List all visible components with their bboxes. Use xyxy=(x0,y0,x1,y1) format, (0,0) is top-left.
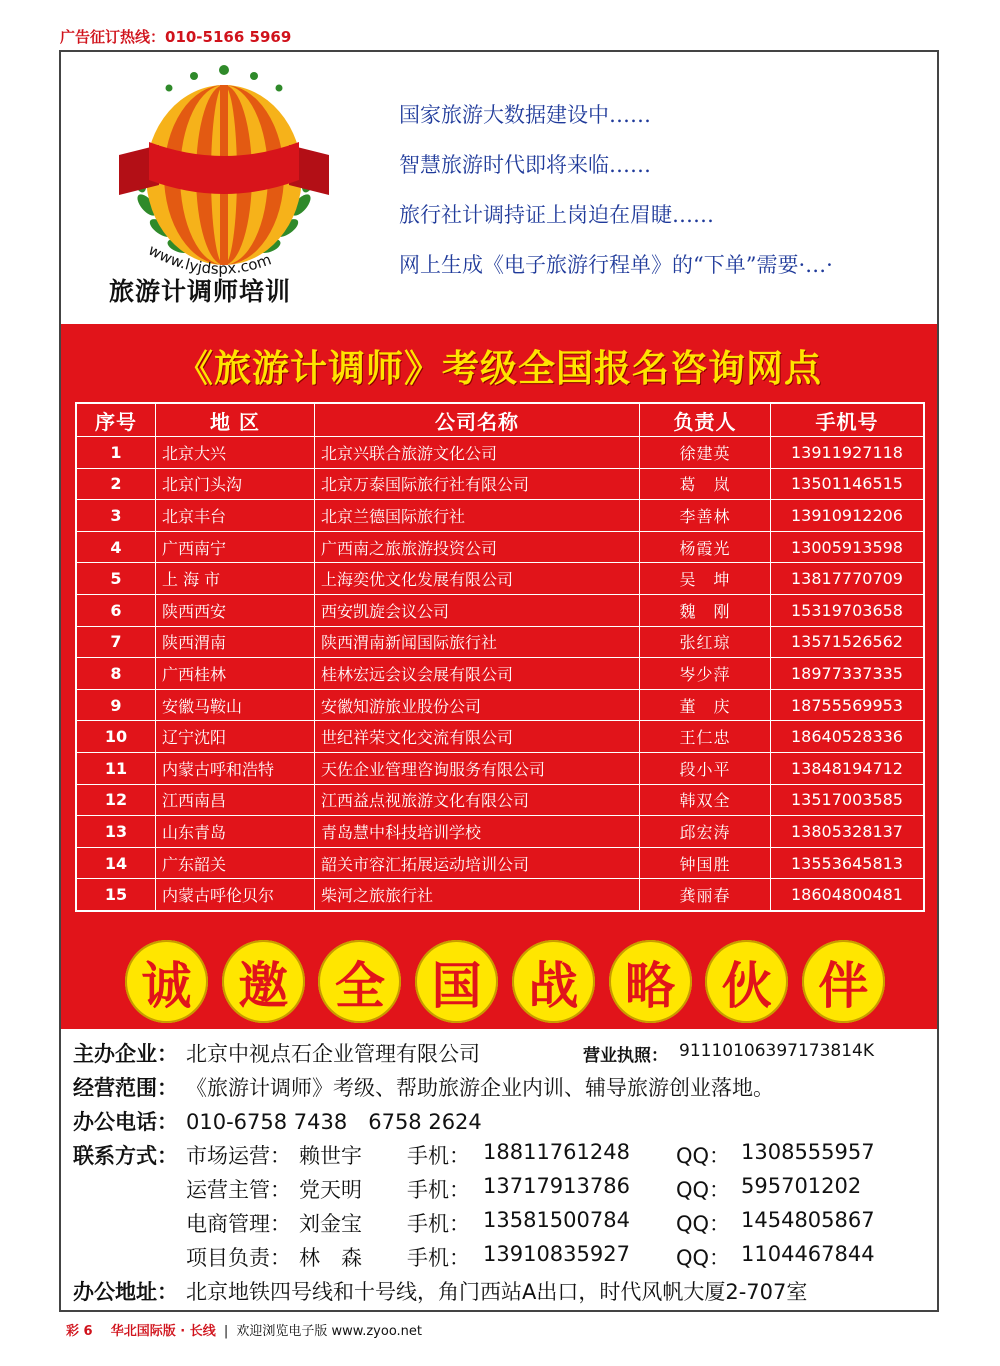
invite-character: 战 xyxy=(512,940,595,1023)
cell-company: 世纪祥荣文化交流有限公司 xyxy=(315,721,640,753)
cell-no: 15 xyxy=(76,879,156,911)
host-row xyxy=(73,1038,933,1072)
cell-phone: 18977337335 xyxy=(771,658,925,690)
cell-person: 徐建英 xyxy=(640,437,771,469)
cell-person: 段小平 xyxy=(640,752,771,784)
phone-row xyxy=(73,1106,933,1140)
table-row xyxy=(76,816,924,848)
cell-no: 10 xyxy=(76,721,156,753)
footer-separator: | xyxy=(223,1324,229,1339)
host-value: 北京中视点石企业管理有限公司 xyxy=(186,1042,480,1066)
cell-no: 14 xyxy=(76,847,156,879)
cell-phone: 13553645813 xyxy=(771,847,925,879)
cell-no: 3 xyxy=(76,500,156,532)
table-row xyxy=(76,752,924,784)
cell-no: 4 xyxy=(76,531,156,563)
header-region: 地 区 xyxy=(156,403,315,437)
table-row xyxy=(76,437,924,469)
qq-label: QQ： xyxy=(676,1178,731,1202)
contact-list xyxy=(73,1140,933,1276)
cell-phone: 13911927118 xyxy=(771,437,925,469)
table-row xyxy=(76,721,924,753)
slogan-line: 智慧旅游时代即将来临…… xyxy=(399,153,651,177)
cell-region: 上 海 市 xyxy=(156,563,315,595)
address-value: 北京地铁四号线和十号线，角门西站A出口，时代风帆大厦2-707室 xyxy=(186,1280,808,1304)
cell-region: 安徽马鞍山 xyxy=(156,689,315,721)
cell-person: 岑少萍 xyxy=(640,658,771,690)
header-company: 公司名称 xyxy=(315,403,640,437)
contact-name: 党天明 xyxy=(299,1178,362,1202)
mobile-label: 手机： xyxy=(407,1246,470,1270)
contact-row xyxy=(73,1140,933,1174)
cell-company: 北京兰德国际旅行社 xyxy=(315,500,640,532)
footer-note: 欢迎浏览电子版 www.zyoo.net xyxy=(236,1324,423,1339)
address-label: 办公地址： xyxy=(73,1280,178,1304)
cell-company: 青岛慧中科技培训学校 xyxy=(315,816,640,848)
mobile-number: 13910835927 xyxy=(483,1242,630,1266)
cell-company: 柴河之旅旅行社 xyxy=(315,879,640,911)
contact-role: 市场运营： xyxy=(186,1144,291,1168)
cell-person: 钟国胜 xyxy=(640,847,771,879)
cell-company: 广西南之旅旅游投资公司 xyxy=(315,531,640,563)
cell-region: 山东青岛 xyxy=(156,816,315,848)
contact-row xyxy=(73,1174,933,1208)
table-row xyxy=(76,879,924,911)
cell-region: 内蒙古呼伦贝尔 xyxy=(156,879,315,911)
cell-company: 韶关市容汇拓展运动培训公司 xyxy=(315,847,640,879)
cell-person: 韩双全 xyxy=(640,784,771,816)
cell-phone: 13571526562 xyxy=(771,626,925,658)
qq-number: 1454805867 xyxy=(741,1208,875,1232)
contact-name: 刘金宝 xyxy=(299,1212,362,1236)
cell-company: 桂林宏远会议会展有限公司 xyxy=(315,658,640,690)
cell-person: 邱宏涛 xyxy=(640,816,771,848)
phone-value: 010-6758 7438 6758 2624 xyxy=(186,1110,482,1134)
cell-region: 广东韶关 xyxy=(156,847,315,879)
contact-name: 赖世宇 xyxy=(299,1144,362,1168)
cell-phone: 18640528336 xyxy=(771,721,925,753)
table-row xyxy=(76,594,924,626)
cell-no: 6 xyxy=(76,594,156,626)
cell-phone: 13501146515 xyxy=(771,468,925,500)
invite-character: 略 xyxy=(609,940,692,1023)
contact-role: 电商管理： xyxy=(186,1212,291,1236)
cell-no: 9 xyxy=(76,689,156,721)
cell-no: 12 xyxy=(76,784,156,816)
cell-region: 北京门头沟 xyxy=(156,468,315,500)
ad-hotline: 广告征订热线：010-5166 5969 xyxy=(60,28,292,46)
contact-name: 林 森 xyxy=(299,1246,362,1270)
cell-phone: 13517003585 xyxy=(771,784,925,816)
cell-person: 龚丽春 xyxy=(640,879,771,911)
invite-character: 伙 xyxy=(705,940,788,1023)
cell-person: 张红琼 xyxy=(640,626,771,658)
cell-region: 北京丰台 xyxy=(156,500,315,532)
cell-region: 广西桂林 xyxy=(156,658,315,690)
cell-company: 陕西渭南新闻国际旅行社 xyxy=(315,626,640,658)
slogan-line: 旅行社计调持证上岗迫在眉睫…… xyxy=(399,203,714,227)
contact-role: 运营主管： xyxy=(186,1178,291,1202)
cell-person: 吴 坤 xyxy=(640,563,771,595)
table-row xyxy=(76,784,924,816)
cell-phone: 18755569953 xyxy=(771,689,925,721)
header xyxy=(61,52,937,324)
cell-company: 北京万泰国际旅行社有限公司 xyxy=(315,468,640,500)
cell-person: 葛 岚 xyxy=(640,468,771,500)
cell-no: 11 xyxy=(76,752,156,784)
cell-company: 北京兴联合旅游文化公司 xyxy=(315,437,640,469)
cell-no: 7 xyxy=(76,626,156,658)
invite-banner xyxy=(125,940,885,1023)
cell-company: 西安凯旋会议公司 xyxy=(315,594,640,626)
table-row xyxy=(76,658,924,690)
registration-section xyxy=(61,324,937,1029)
qq-label: QQ： xyxy=(676,1246,731,1270)
cell-person: 董 庆 xyxy=(640,689,771,721)
mobile-label: 手机： xyxy=(407,1178,470,1202)
company-info xyxy=(73,1038,933,1310)
qq-label: QQ： xyxy=(676,1212,731,1236)
cell-no: 2 xyxy=(76,468,156,500)
address-row xyxy=(73,1276,933,1310)
edition-name: 华北国际版 · 长线 xyxy=(110,1324,216,1339)
cell-no: 13 xyxy=(76,816,156,848)
advert-frame xyxy=(59,50,939,1312)
logo-url-text: www.lyjdspx.com xyxy=(145,240,274,278)
cell-region: 北京大兴 xyxy=(156,437,315,469)
cell-phone: 13910912206 xyxy=(771,500,925,532)
cell-no: 8 xyxy=(76,658,156,690)
mobile-number: 18811761248 xyxy=(483,1140,630,1164)
contact-label: 联系方式： xyxy=(73,1144,178,1168)
cell-region: 广西南宁 xyxy=(156,531,315,563)
table-header-row xyxy=(76,403,924,437)
qq-number: 1104467844 xyxy=(741,1242,875,1266)
table-row xyxy=(76,531,924,563)
cell-person: 魏 刚 xyxy=(640,594,771,626)
cell-region: 陕西西安 xyxy=(156,594,315,626)
mobile-label: 手机： xyxy=(407,1144,470,1168)
cell-phone: 18604800481 xyxy=(771,879,925,911)
license-value: 91110106397173814K xyxy=(679,1041,875,1061)
table-row xyxy=(76,689,924,721)
mobile-number: 13581500784 xyxy=(483,1208,630,1232)
cell-phone: 13848194712 xyxy=(771,752,925,784)
page-footer xyxy=(66,1320,422,1339)
invite-character: 伴 xyxy=(802,940,885,1023)
invite-character: 全 xyxy=(318,940,401,1023)
slogan-line: 网上生成《电子旅游行程单》的“下单”需要·…· xyxy=(399,253,833,277)
cell-phone: 15319703658 xyxy=(771,594,925,626)
logo-name: 旅游计调师培训 xyxy=(109,277,292,306)
slogan-list xyxy=(399,90,833,290)
license-label: 营业执照： xyxy=(583,1046,668,1066)
cell-company: 江西益点视旅游文化有限公司 xyxy=(315,784,640,816)
phone-label: 办公电话： xyxy=(73,1110,178,1134)
scope-label: 经营范围： xyxy=(73,1076,178,1100)
table-row xyxy=(76,626,924,658)
scope-row xyxy=(73,1072,933,1106)
cell-person: 李善林 xyxy=(640,500,771,532)
cell-region: 陕西渭南 xyxy=(156,626,315,658)
registration-table xyxy=(75,402,925,912)
cell-person: 王仁忠 xyxy=(640,721,771,753)
table-title: 《旅游计调师》考级全国报名咨询网点 xyxy=(176,347,822,390)
cell-company: 天佐企业管理咨询服务有限公司 xyxy=(315,752,640,784)
cell-region: 江西南昌 xyxy=(156,784,315,816)
cell-phone: 13817770709 xyxy=(771,563,925,595)
cell-region: 内蒙古呼和浩特 xyxy=(156,752,315,784)
table-row xyxy=(76,847,924,879)
cell-region: 辽宁沈阳 xyxy=(156,721,315,753)
table-body xyxy=(76,437,924,911)
qq-number: 595701202 xyxy=(741,1174,862,1198)
contact-row xyxy=(73,1208,933,1242)
contact-role: 项目负责： xyxy=(186,1246,291,1270)
invite-character: 国 xyxy=(415,940,498,1023)
table-row xyxy=(76,563,924,595)
contact-row xyxy=(73,1242,933,1276)
page-number: 彩 6 xyxy=(66,1324,93,1339)
qq-label: QQ： xyxy=(676,1144,731,1168)
cell-company: 安徽知游旅业股份公司 xyxy=(315,689,640,721)
cell-no: 1 xyxy=(76,437,156,469)
invite-character: 邀 xyxy=(222,940,305,1023)
header-no: 序号 xyxy=(76,403,156,437)
host-label: 主办企业： xyxy=(73,1042,178,1066)
cell-person: 杨霞光 xyxy=(640,531,771,563)
table-row xyxy=(76,500,924,532)
header-person: 负责人 xyxy=(640,403,771,437)
cell-company: 上海奕优文化发展有限公司 xyxy=(315,563,640,595)
cell-phone: 13805328137 xyxy=(771,816,925,848)
header-phone: 手机号 xyxy=(771,403,925,437)
slogan-line: 国家旅游大数据建设中…… xyxy=(399,103,651,127)
table-row xyxy=(76,468,924,500)
scope-value: 《旅游计调师》考级、帮助旅游企业内训、辅导旅游创业落地。 xyxy=(186,1076,774,1100)
mobile-label: 手机： xyxy=(407,1212,470,1236)
mobile-number: 13717913786 xyxy=(483,1174,630,1198)
invite-character: 诚 xyxy=(125,940,208,1023)
cell-phone: 13005913598 xyxy=(771,531,925,563)
qq-number: 1308555957 xyxy=(741,1140,875,1164)
cell-no: 5 xyxy=(76,563,156,595)
